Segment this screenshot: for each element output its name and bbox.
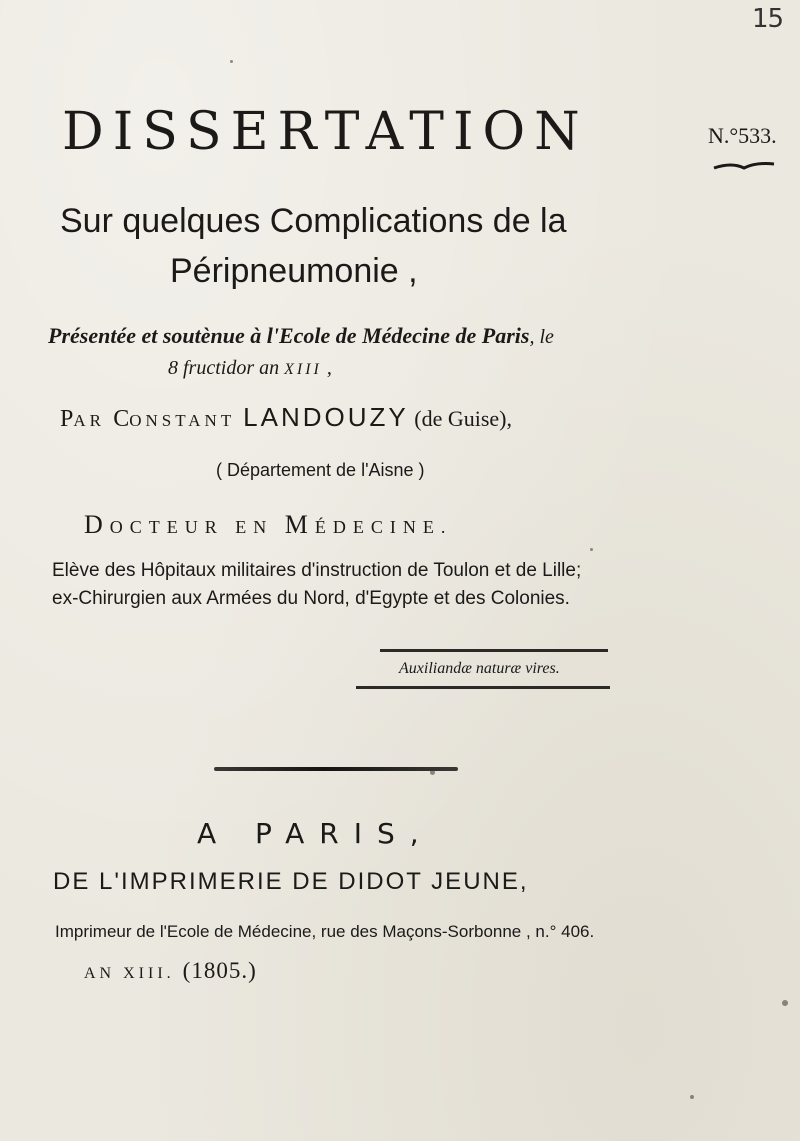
author-origin: (de Guise),: [408, 406, 512, 431]
date-year: XIII: [284, 361, 322, 378]
date-day: 8: [168, 357, 183, 379]
motto-top-rule: [380, 649, 608, 652]
first-name-initial: C: [113, 406, 130, 432]
defense-date: [168, 357, 332, 380]
paper-speck: [230, 60, 233, 63]
paper-speck: [690, 1095, 694, 1099]
imprint-city: A PARIS,: [197, 817, 434, 850]
number-underline-ornament: [712, 160, 776, 172]
presented-suffix: , le: [529, 326, 554, 348]
par-rest: AR: [73, 411, 114, 430]
paper-speck: [782, 1000, 788, 1006]
department-line: ( Département de l'Aisne ): [216, 460, 425, 480]
page-number-mark: 15: [752, 4, 784, 34]
author-surname: LANDOUZY: [243, 402, 409, 432]
presented-school: Médecine de Paris: [362, 323, 530, 348]
par-initial: P: [60, 406, 74, 432]
author-line: [60, 402, 512, 433]
paper-speck: [590, 548, 593, 551]
date-month: fructidor an: [183, 357, 285, 379]
credentials-line-1: Elève des Hôpitaux militaires d'instruction de Toulon et de Lille;: [52, 560, 582, 581]
date-end: ,: [321, 357, 332, 379]
epigraph-motto: Auxiliandæ naturæ vires.: [399, 660, 560, 677]
ornamental-rule: [214, 767, 458, 771]
credentials-line-2: ex-Chirurgien aux Armées du Nord, d'Egypte et des Colonies.: [52, 588, 570, 609]
subtitle-line-1: Sur quelques Complications de la: [60, 202, 567, 240]
presentation-line: [48, 323, 554, 349]
year-gregorian: (1805.): [182, 958, 257, 983]
imprint-printer: DE L'IMPRIMERIE DE DIDOT JEUNE,: [53, 868, 529, 895]
degree-m-initial: M: [284, 510, 315, 539]
paper-speck: [430, 770, 435, 775]
subtitle-line-2: Péripneumonie ,: [170, 252, 418, 290]
degree-m-rest: ÉDECINE.: [314, 517, 453, 537]
imprint-address: Imprimeur de l'Ecole de Médecine, rue des Maçons-Sorbonne , n.° 406.: [55, 922, 595, 941]
first-name-rest: ONSTANT: [129, 411, 244, 430]
presented-prefix: Présentée et soutènue à l'Ecole de: [48, 323, 363, 348]
motto-bottom-rule: [356, 686, 610, 689]
degree-d-initial: D: [84, 510, 110, 539]
degree-line: [84, 510, 452, 540]
document-title: DISSERTATION: [62, 102, 589, 162]
degree-d-rest: OCTEUR EN: [109, 517, 285, 537]
year-label: AN XIII.: [84, 965, 175, 982]
dissertation-number: N.°533.: [708, 123, 777, 148]
imprint-year: [84, 958, 257, 984]
